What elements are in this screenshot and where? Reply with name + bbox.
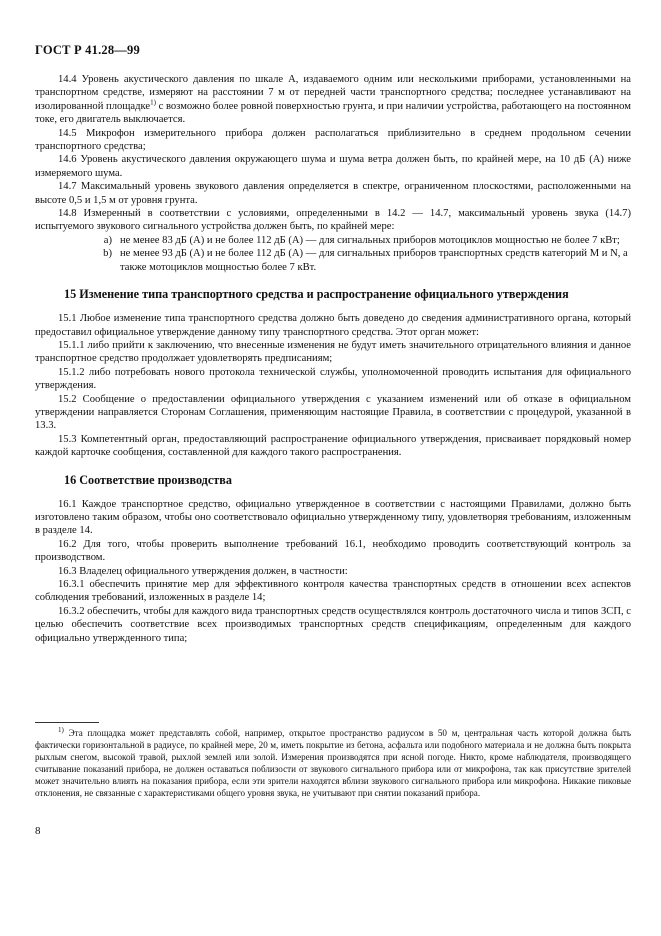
paragraph-text: с возможно более ровной поверхностью грунта, и при наличии устройства, работающего на постоянном токе, его двигатель выключается. xyxy=(35,100,631,126)
page-number: 8 xyxy=(35,825,41,837)
footnote-text xyxy=(35,727,631,800)
spacer xyxy=(35,274,631,286)
paragraph-16-1: 16.1 Каждое транспортное средство, официально утвержденное в соответствии с настоящими Правилами, должно быть изготовлено таким образом, чтобы оно соответствовало официально утвержденному типу, удовлетворяя требованиям, изложенным в разделе 14. xyxy=(35,498,631,537)
footnote xyxy=(35,727,631,800)
main-content xyxy=(35,73,631,645)
paragraph-14-5: 14.5 Микрофон измерительного прибора должен располагаться приблизительно в среднем продольном сечении транспортного средства; xyxy=(35,127,631,153)
paragraph-15-3: 15.3 Компетентный орган, предоставляющий распространение официального утверждения, присваивает порядковый номер каждой карточке сообщения, составленной для каждого такого распространения. xyxy=(35,433,631,459)
footnote-marker: 1) xyxy=(58,725,64,734)
document-header: ГОСТ Р 41.28—99 xyxy=(35,43,140,57)
paragraph-15-1-2: 15.1.2 либо потребовать нового протокола технической службы, уполномоченной проводить испытания для официального утверждения. xyxy=(35,366,631,392)
list-item-b xyxy=(35,247,631,274)
footnote-body: Эта площадка может представлять собой, например, открытое пространство радиусом в 50 м, центральная часть которой должна быть фактически горизонтальной в радиусе, по крайней мере, 20 м, иметь покрытие из бетона, асфальта или подобного материала и не должна быть покрыта рыхлым снегом, высокой травой, рыхлой землей или золой. Измерения производятся при ясной погоде. Никто, кроме наблюдателя, производящего считывание показаний прибора, не должен оставаться поблизости от звукового сигнального прибора или от микрофона, так как присутствие зрителей может значительно влиять на показания прибора, если эти зрители находятся вблизи звукового сигнального прибора или микрофона. Никакие пиковые отклонения, не связанные с характеристиками общего уровня звука, не учитывают при снятии показаний прибора. xyxy=(35,728,631,799)
paragraph-16-2: 16.2 Для того, чтобы проверить выполнение требований 16.1, необходимо проводить соответствующий контроль за производством. xyxy=(35,538,631,564)
section-heading-16: 16 Соответствие производства xyxy=(64,472,232,487)
paragraph-14-4 xyxy=(35,73,631,127)
spacer xyxy=(35,489,631,498)
paragraph-16-3-2: 16.3.2 обеспечить, чтобы для каждого вида транспортных средств осуществлялся контроль достаточного числа и типов ЗСП, с целью обеспечить соответствие всех производимых транспортных средств спецификациям, определенным для каждого официально утвержденного типа; xyxy=(35,605,631,644)
paragraph-15-2: 15.2 Сообщение о предоставлении официального утверждения с указанием изменений или об отказе в официальном утверждении направляется Сторонам Соглашения, применяющим настоящие Правила, в соответствии с процедурой, указанной в 13.3. xyxy=(35,393,631,432)
paragraph-16-3-1: 16.3.1 обеспечить принятие мер для эффективного контроля качества транспортных средств в отношении всех аспектов соблюдения требований, изложенных в разделе 14; xyxy=(35,579,631,604)
list-marker: a) xyxy=(103,234,112,246)
list-item-a xyxy=(35,234,631,247)
paragraph-text: 14.4 Уровень акустического давления по шкале А, издаваемого одним или несколькими приборами, установленными на транспортном средстве, измеряют на расстоянии 7 м от передней части транспортного средства; последнее устанавливают на изолированной площадке xyxy=(35,74,631,112)
paragraph-14-7: 14.7 Максимальный уровень звукового давления определяется в спектре, ограниченном плоскостями, расположенными на высоте 0,5 и 1,5 м от уровня грунта. xyxy=(35,181,631,206)
list-marker: b) xyxy=(103,248,112,260)
paragraph-15-1: 15.1 Любое изменение типа транспортного средства должно быть доведено до сведения административного органа, который предоставил официальное утверждение данному типу транспортного средства. Этот орган может: xyxy=(35,313,631,338)
paragraph-14-8: 14.8 Измеренный в соответствии с условиями, определенными в 14.2 — 14.7, максимальный уровень звука (14.7) испытуемого звукового сигнального устройства должен быть, по крайней мере: xyxy=(35,208,631,233)
paragraph-15-1-1: 15.1.1 либо прийти к заключению, что внесенные изменения не будут иметь значительного отрицательного влияния и данное транспортное средство продолжает удовлетворять предписаниям; xyxy=(35,339,631,365)
footnote-ref[interactable]: 1) xyxy=(150,98,156,107)
section-heading-15: 15 Изменение типа транспортного средства и распространение официального утверждения xyxy=(64,287,569,302)
paragraph-16-3: 16.3 Владелец официального утверждения должен, в частности: xyxy=(58,565,348,577)
footnote-divider xyxy=(35,722,99,723)
list-item-text: не менее 83 дБ (А) и не более 112 дБ (А) — для сигнальных приборов мотоциклов мощностью не более 7 кВт; xyxy=(120,234,620,246)
list-item-text: не менее 93 дБ (А) и не более 112 дБ (А) — для сигнальных приборов транспортных средств категорий М и N, а также мотоциклов мощностью более 7 кВт. xyxy=(120,248,628,273)
spacer xyxy=(35,460,631,472)
paragraph-14-6: 14.6 Уровень акустического давления окружающего шума и шума ветра должен быть, по крайней мере, на 10 дБ (А) ниже измеряемого шума. xyxy=(35,154,631,179)
spacer xyxy=(35,303,631,312)
